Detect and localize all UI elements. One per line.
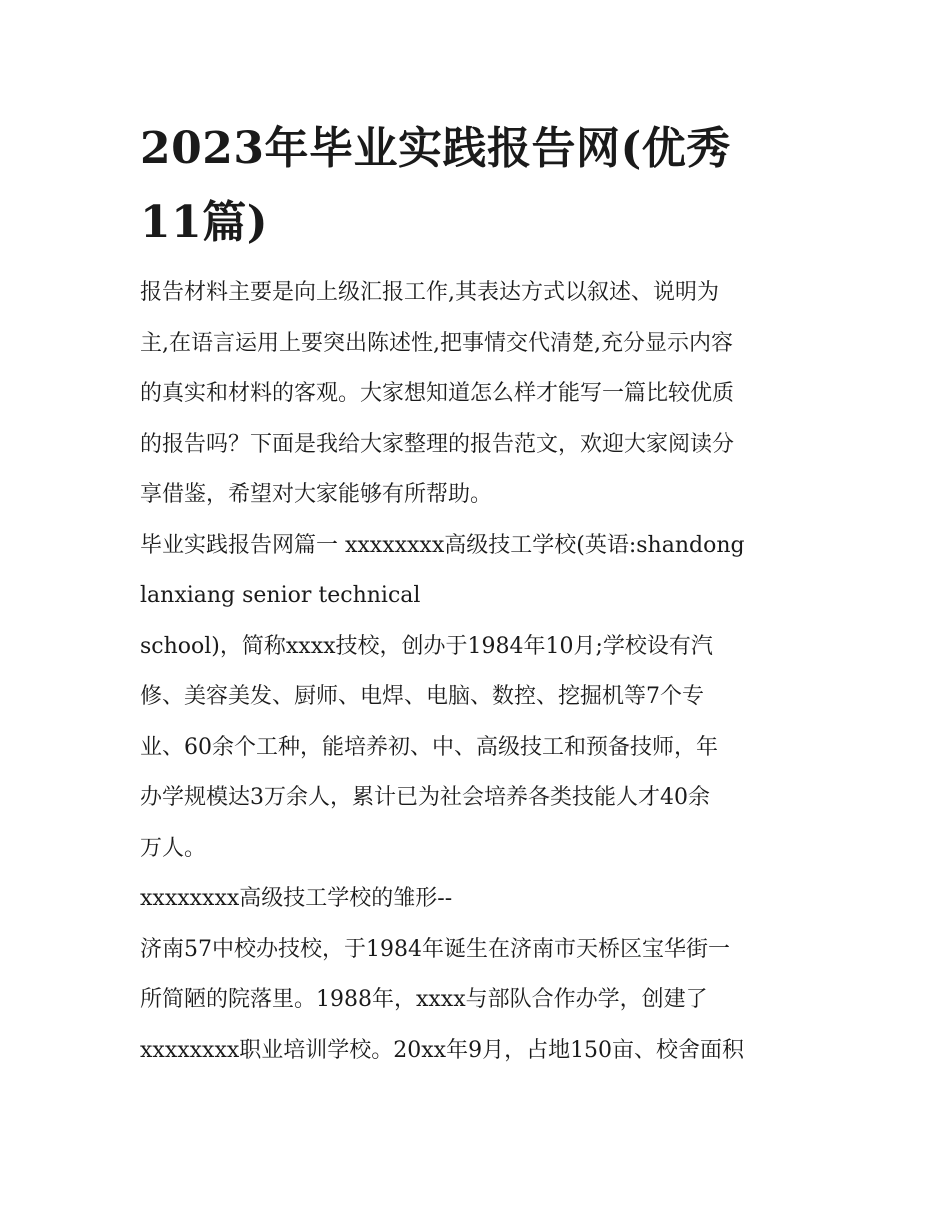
intro-paragraph: 报告材料主要是向上级汇报工作,其表达方式以叙述、说明为 主,在语言运用上要突出陈述性,把事情交代清楚,充分显示内容 的真实和材料的客观。大家想知道怎么样才能写一篇比较优质 的报告吗？下面是我给大家整理的报告范文，欢迎大家阅读分 享借鉴，希望对大家能够有所帮助。 <box>140 280 735 507</box>
article-one-paragraph: 毕业实践报告网篇一 xxxxxxxx高级技工学校(英语:shandong lanxiang senior technical school)，简称xxxx技校，创办于1984年10月;学校设有汽 修、美容美发、厨师、电焊、电脑、数控、挖掘机等7个专 业、60余个工种，能培养初、中、高级技工和预备技师，年 办学规模达3万余人，累计已为社会培养各类技能人才40余 万人。 <box>140 532 745 861</box>
school-history-paragraph: 济南57中校办技校，于1984年诞生在济南市天桥区宝华街一 所简陋的院落里。1988年，xxxx与部队合作办学，创建了 xxxxxxxx职业培训学校。20xx年9月，占地150亩、校舍面积 <box>140 936 745 1063</box>
document-page <box>140 112 812 1076</box>
school-origin-heading: xxxxxxxx高级技工学校的雏形-- <box>140 886 453 911</box>
document-title: 2023年毕业实践报告网(优秀 11篇) <box>140 123 731 248</box>
